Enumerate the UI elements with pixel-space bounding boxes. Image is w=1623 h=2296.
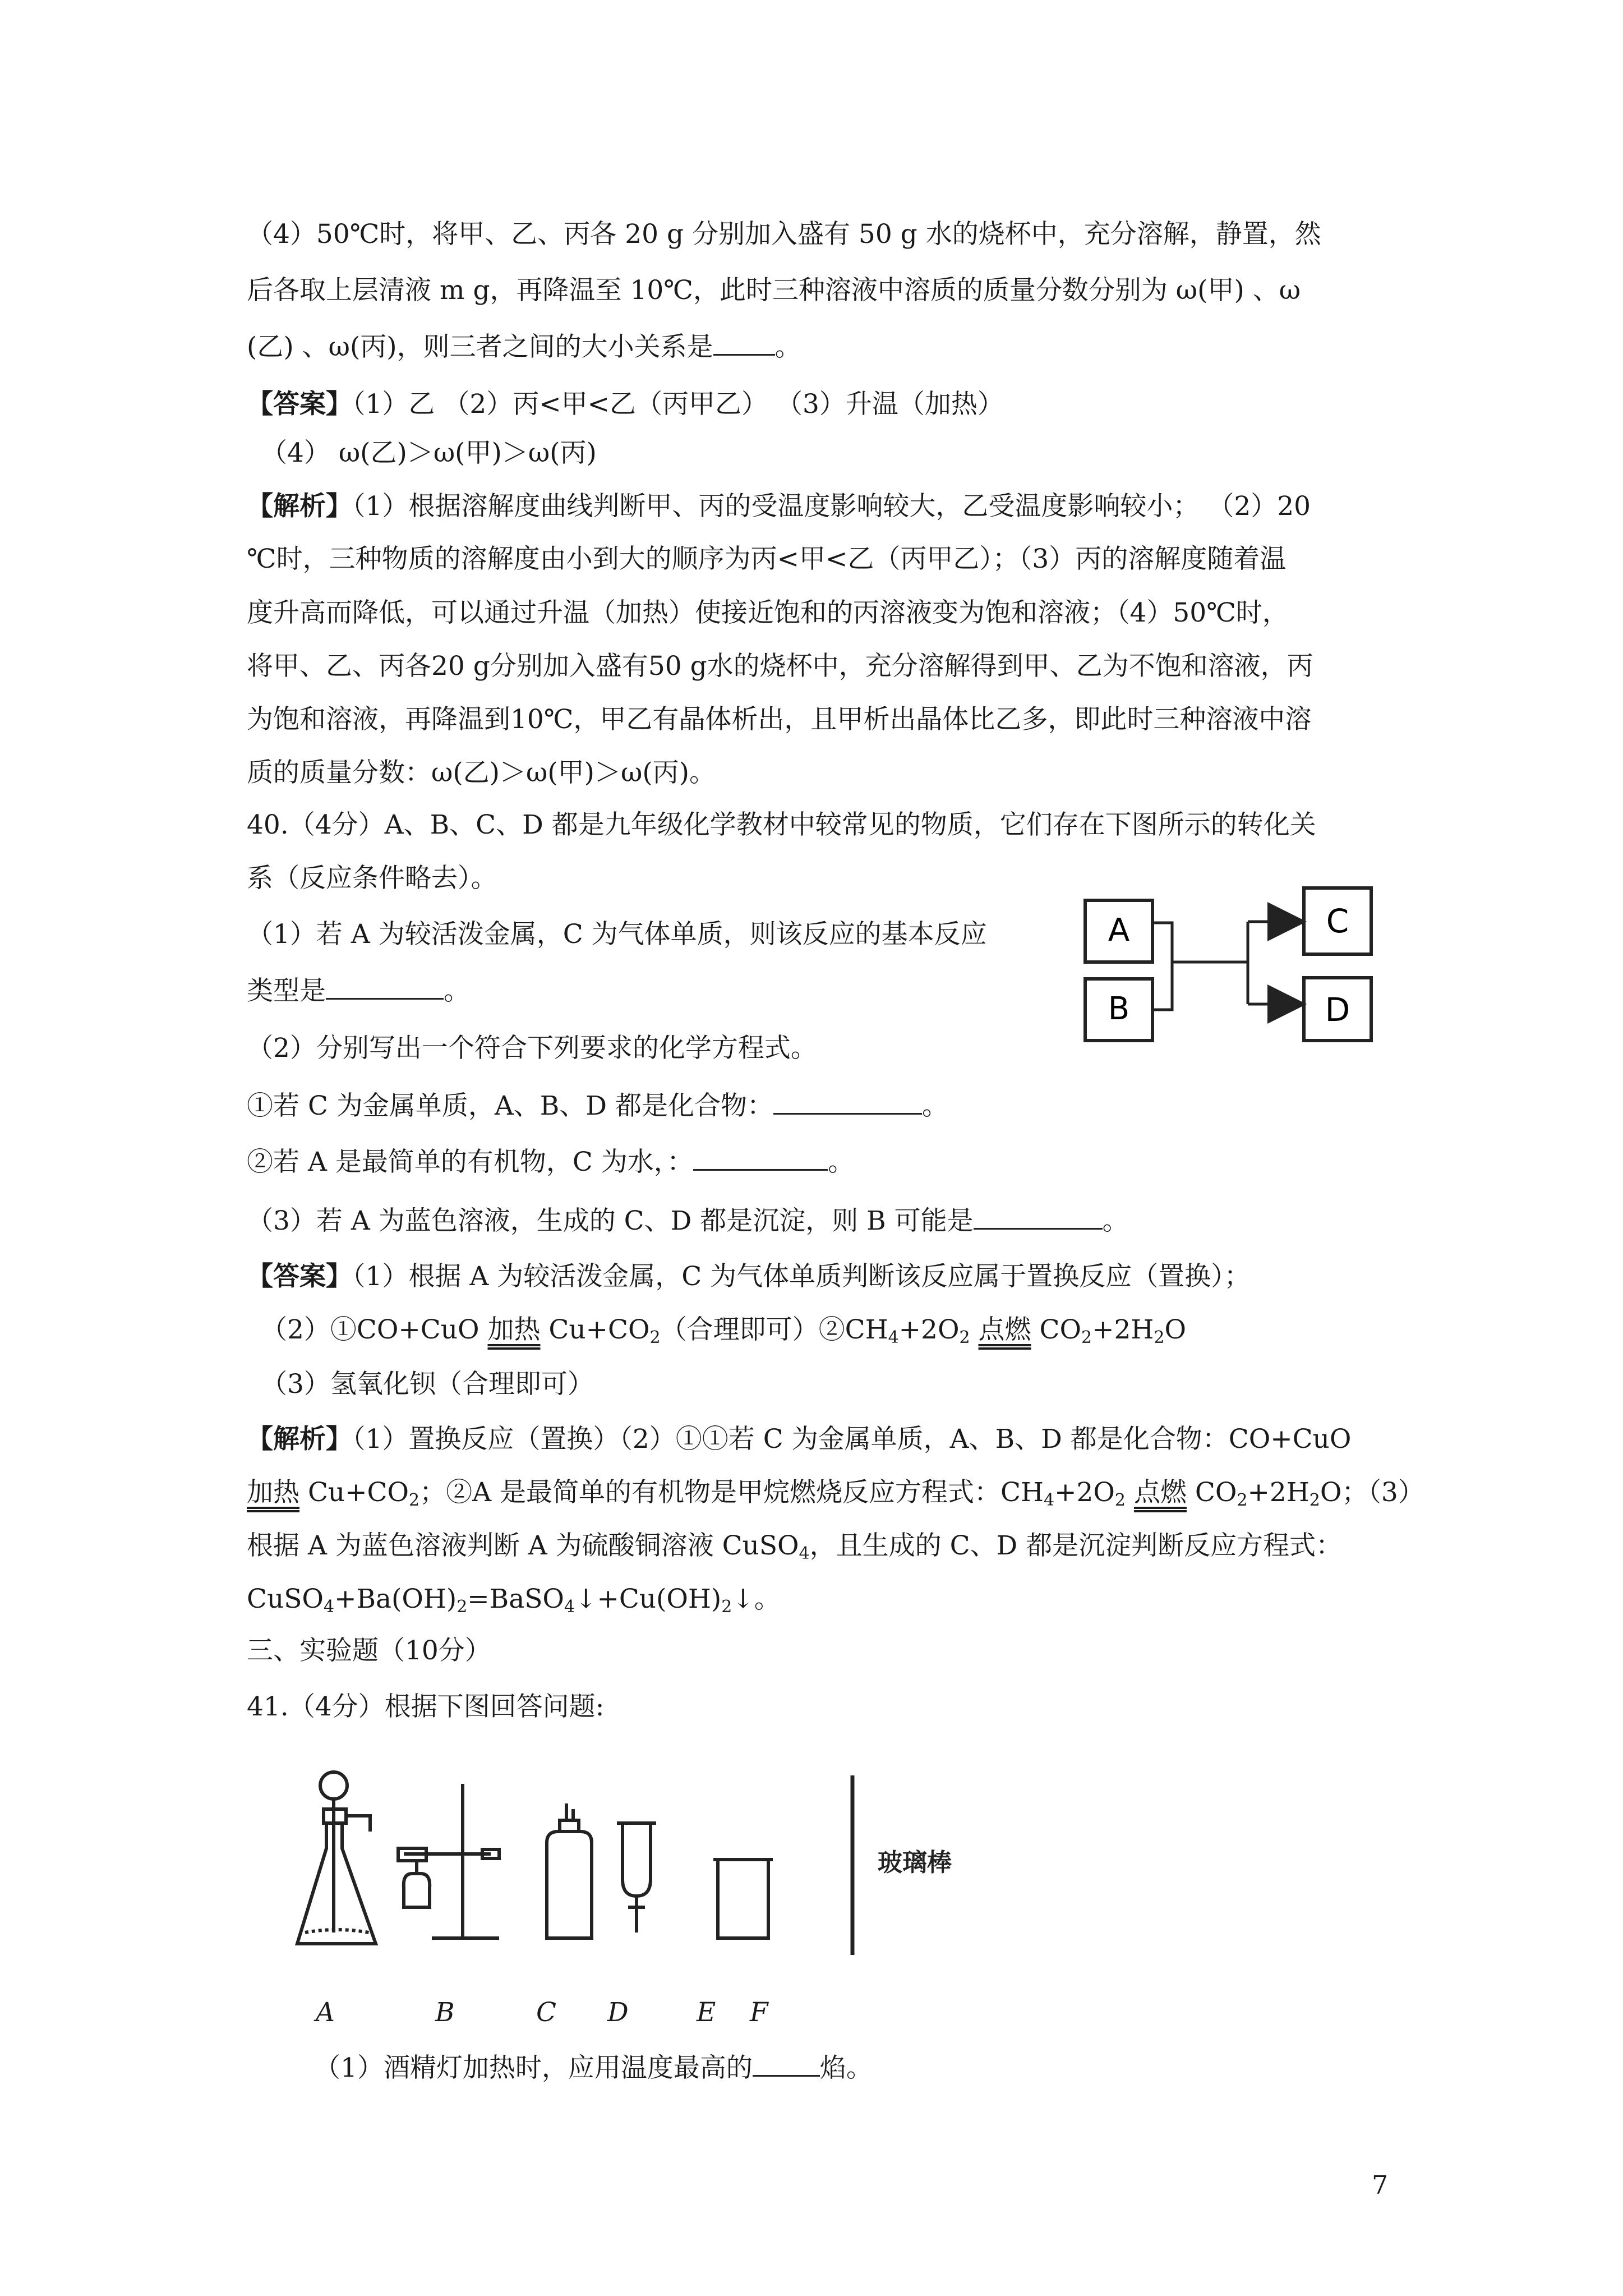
q39-analysis-line4: 将甲、乙、丙各20 g分别加入盛有50 g水的烧杯中，充分溶解得到甲、乙为不饱和溶液，丙	[247, 651, 1313, 682]
q39-part4-line2: 后各取上层清液 m g，再降温至 10℃，此时三种溶液中溶质的质量分数分别为 ω(甲) 、ω	[247, 275, 1301, 306]
answer-blank	[713, 329, 775, 356]
alcohol-lamp-stand-icon	[398, 1784, 499, 1938]
answer-blank	[753, 2050, 820, 2077]
label-b: B	[435, 1997, 455, 2028]
label-e: E	[697, 1997, 716, 2028]
q39-answer-line1: 【答案】（1）乙 （2）丙<甲<乙（丙甲乙） （3）升温（加热）	[247, 389, 1004, 420]
label-c: C	[536, 1997, 556, 2028]
q40-analysis-line1: 【解析】（1）置换反应（置换）（2）①①若 C 为金属单质，A、B、D 都是化合物：CO+CuO	[247, 1424, 1352, 1455]
answer-tag: 【答案】	[247, 1261, 352, 1292]
label-a: A	[316, 1997, 335, 2028]
q40-answer-line3: （3）氢氧化钡（合理即可）	[261, 1369, 594, 1400]
glass-rod-label: 玻璃棒	[878, 1848, 952, 1877]
q39-analysis-line1: 【解析】（1）根据溶解度曲线判断甲、丙的受温度影响较大，乙受温度影响较小； （2）20	[247, 491, 1311, 522]
q40-part3: （3）若 A 为蓝色溶液，生成的 C、D 都是沉淀，则 B 可能是 。	[247, 1203, 1129, 1239]
q40-stem-line2: 系（反应条件略去）。	[247, 863, 497, 894]
q40-part2b: ②若 A 是最简单的有机物，C 为水，： 。	[247, 1144, 854, 1180]
label-f: F	[750, 1997, 768, 2028]
q40-stem-line1: 40.（4分）A、B、C、D 都是九年级化学教材中较常见的物质，它们存在下图所示的转化关	[247, 809, 1316, 840]
q39-analysis-line3: 度升高而降低，可以通过升温（加热）使接近饱和的丙溶液变为饱和溶液；（4）50℃时，	[247, 597, 1289, 628]
q41-title: 41.（4分）根据下图回答问题:	[247, 1691, 605, 1722]
q40-part2: （2）分别写出一个符合下列要求的化学方程式。	[247, 1033, 817, 1064]
q40-analysis-line4: $CuSO_4+Ba(OH)_2=BaSO_4↓+Cu(OH)_2↓$。	[247, 1584, 781, 1617]
node-a: A	[1108, 912, 1130, 949]
q40-part2a: ①若 C 为金属单质，A、B、D 都是化合物： 。	[247, 1088, 948, 1124]
answer-blank	[326, 973, 444, 1000]
q41-part1: （1）酒精灯加热时，应用温度最高的 焰。	[314, 2050, 873, 2086]
analysis-tag: 【解析】	[247, 491, 352, 522]
q40-answer-line1: 【答案】（1）根据 A 为较活泼金属，C 为气体单质判断该反应属于置换反应（置换）；	[247, 1261, 1251, 1292]
node-c: C	[1326, 902, 1349, 940]
q40-analysis-line3: 根据 A 为蓝色溶液判断 A 为硫酸铜溶液 CuSO$_4$，且生成的 C、D 都是沉淀判断反应方程式：	[247, 1530, 1343, 1563]
reaction-diagram	[1082, 878, 1385, 1057]
answer-blank	[974, 1203, 1103, 1230]
lab-apparatus-figure	[292, 1770, 981, 1963]
q39-analysis-line2: ℃时，三种物质的溶解度由小到大的顺序为丙<甲<乙（丙甲乙）；（3）丙的溶解度随着温	[247, 544, 1287, 574]
q40-part1-line2: 类型是 。	[247, 973, 470, 1009]
answer-blank	[773, 1088, 922, 1115]
analysis-tag: 【解析】	[247, 1424, 352, 1455]
q39-part4-line3: (乙) 、ω(丙)，则三者之间的大小关系是 。	[247, 329, 801, 365]
q39-answer-line2: （4） ω(乙)＞ω(甲)＞ω(丙)	[261, 438, 597, 468]
separatory-funnel-icon	[617, 1823, 656, 1932]
q39-analysis-line5: 为饱和溶液，再降温到10℃，甲乙有晶体析出，且甲析出晶体比乙多，即此时三种溶液中溶	[247, 704, 1312, 735]
label-d: D	[607, 1997, 629, 2028]
node-d: D	[1325, 991, 1350, 1029]
answer-tag: 【答案】	[247, 389, 352, 420]
q39-part4-line1: （4）50℃时，将甲、乙、丙各 20 g 分别加入盛有 50 g 水的烧杯中，充分溶解，静置，然	[247, 219, 1321, 250]
page-number: 7	[1372, 2170, 1389, 2200]
answer-blank	[693, 1144, 828, 1171]
section-title: 三、实验题（10分）	[247, 1635, 491, 1666]
q40-part1-line1: （1）若 A 为较活泼金属，C 为气体单质，则该反应的基本反应	[247, 919, 987, 950]
conical-flask-apparatus-icon	[297, 1772, 376, 1944]
q40-analysis-line2: 加热 $Cu+CO_2$；②A 是最简单的有机物是甲烷燃烧反应方程式：$CH_4+2O_2$ 点燃 $CO_2+2H_2O$；（3）	[247, 1477, 1424, 1510]
beaker-icon	[713, 1860, 773, 1938]
q39-analysis-line6: 质的质量分数：ω(乙)＞ω(甲)＞ω(丙)。	[247, 757, 716, 788]
node-b: B	[1108, 991, 1130, 1027]
gas-bottle-icon	[547, 1803, 592, 1938]
q40-answer-line2: （2）①CO+CuO 加热 $Cu+CO_2$（合理即可）$②CH_4+2O_2$ 点燃 $CO_2+2H_2O$	[261, 1314, 1186, 1347]
